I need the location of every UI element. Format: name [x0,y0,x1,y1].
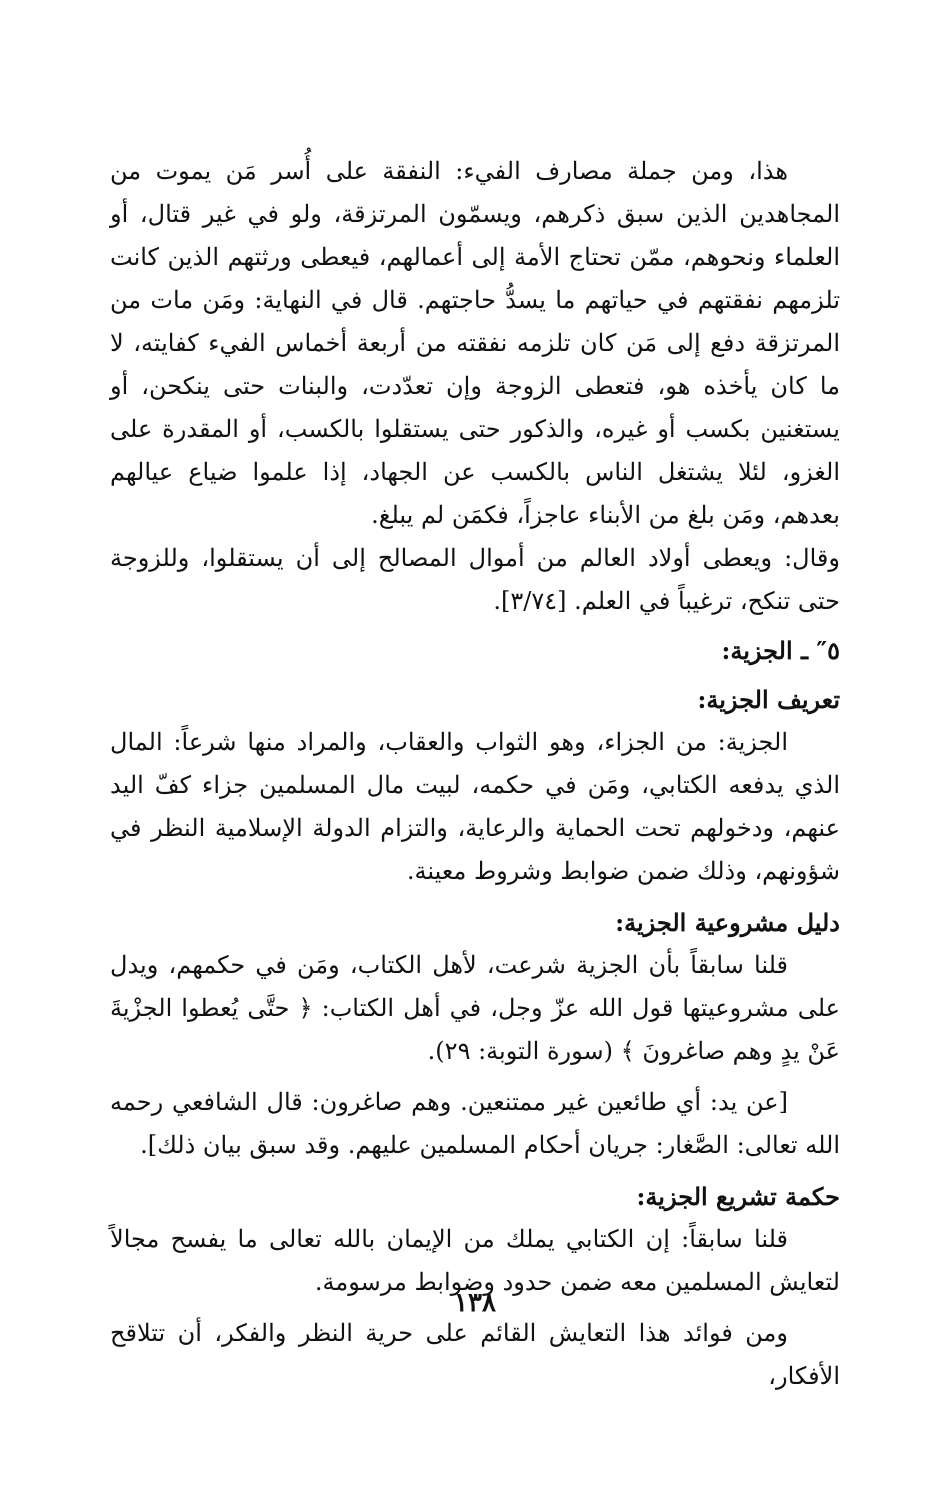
page-body [110,150,840,1398]
heading-jizya-definition: تعريف الجزية: [697,685,840,714]
paragraph-quran-commentary: [عن يد: أي طائعين غير ممتنعين. وهم صاغرون: قال الشافعي رحمه الله تعالى: الصَّغار: جريان أحكام المسلمين عليهم. وقد سبق بيان ذلك]. [110,1088,840,1159]
paragraph-jizya-definition: الجزية: من الجزاء، وهو الثواب والعقاب، والمراد منها شرعاً: المال الذي يدفعه الكتابي، ومَن في حكمه، لبيت مال المسلمين جزاء كفّ اليد عنهم، ودخولهم تحت الحماية والرعاية، والتزام الدولة الإسلامية النظر في شؤونهم، وذلك ضمن ضوابط وشروط معينة. [110,728,840,885]
paragraph-jizya-evidence: قلنا سابقاً بأن الجزية شرعت، لأهل الكتاب، ومَن في حكمهم، ويدل على مشروعيتها قول الله عزّ وجل، في أهل الكتاب: ﴿ حتَّى يُعطوا الجزْيةَ عَنْ يدٍ وهم صاغرونَ ﴾ (سورة التوبة: ٢٩). [110,951,840,1065]
paragraph-jizya-wisdom: قلنا سابقاً: إن الكتابي يملك من الإيمان بالله تعالى ما يفسح مجالاً لتعايش المسلمين معه ضمن حدود وضوابط مرسومة. [110,1225,840,1296]
heading-jizya-wisdom: حكمة تشريع الجزية: [636,1182,840,1211]
heading-jizya-evidence: دليل مشروعية الجزية: [615,908,840,937]
paragraph-fay-expenditure: هذا، ومن جملة مصارف الفيء: النفقة على أُسر مَن يموت من المجاهدين الذين سبق ذكرهم، ويسمّون المرتزقة، ولو في غير قتال، أو العلماء ونحوهم، ممّن تحتاج الأمة إلى أعمالهم، فيعطى ورثتهم الذين كانت تلزمهم نفقتهم في حياتهم ما يسدُّ حاجتهم. قال في النهاية: ومَن مات من المرتزقة دفع إلى مَن كان تلزمه نفقته من أربعة أخماس الفيء كفايته، لا ما كان يأخذه هو، فتعطى الزوجة وإن تعدّدت، والبنات حتى ينكحن، أو يستغنين بكسب أو غيره، والذكور حتى يستقلوا بالكسب، أو المقدرة على الغزو، لئلا يشتغل الناس بالكسب عن الجهاد، إذا علموا ضياع عيالهم بعدهم، ومَن بلغ من الأبناء عاجزاً، فكمَن لم يبلغ. [110,157,840,529]
paragraph-coexistence-benefits: ومن فوائد هذا التعايش القائم على حرية النظر والفكر، أن تتلاقح الأفكار، [110,1319,840,1390]
section-heading-jizya: ٥″ ـ الجزية: [721,636,840,665]
paragraph-scholars-children: وقال: ويعطى أولاد العالم من أموال المصالح إلى أن يستقلوا، وللزوجة حتى تنكح، ترغيباً في العلم. [٣/٧٤]. [110,544,840,615]
page-number: ١٣٨ [454,1288,496,1318]
